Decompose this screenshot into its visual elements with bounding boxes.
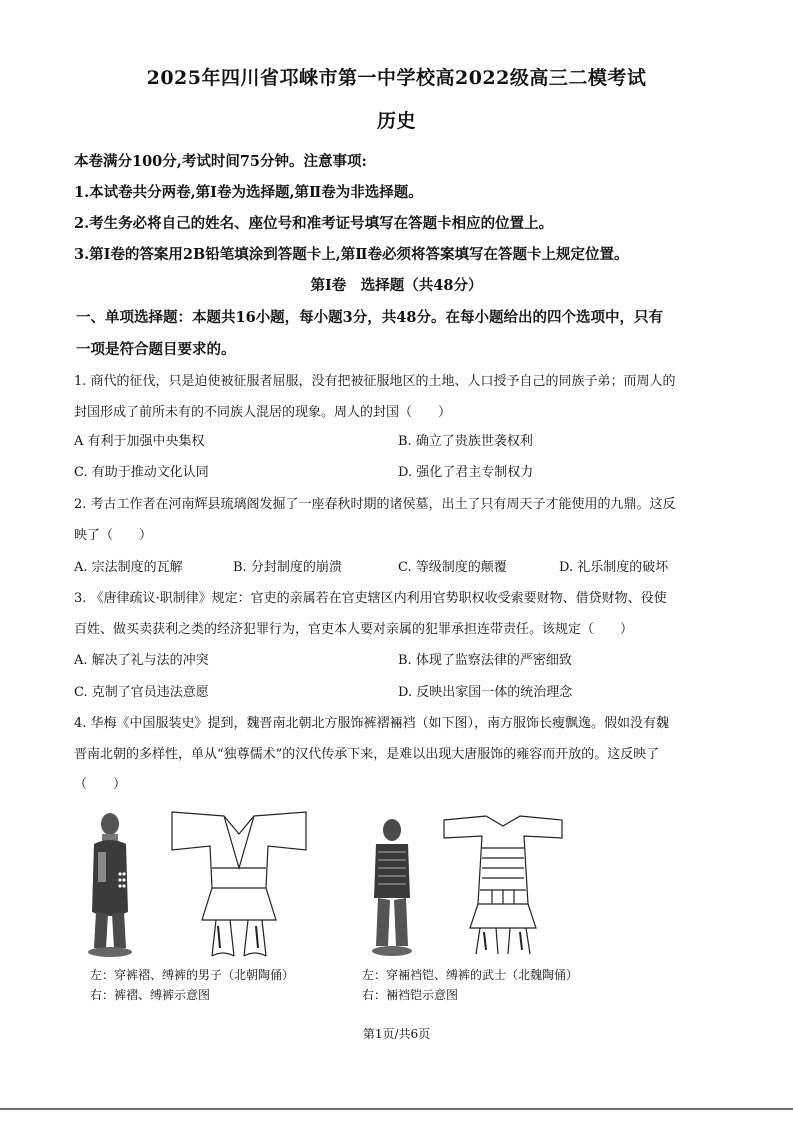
q1-option-c[interactable]: C. 有助于推动文化认同	[74, 465, 209, 480]
q2-option-b[interactable]: B. 分封制度的崩溃	[233, 560, 342, 575]
subject-title: 历史	[376, 110, 416, 132]
q3-option-b[interactable]: B. 体现了监察法律的严密细致	[398, 653, 572, 668]
q3-stem-line1: 3. 《唐律疏议·职制律》规定：官吏的亲属若在官吏辖区内利用官势职权收受索要财物、借贷财物、役使	[74, 591, 667, 606]
warrior-figurine-image	[368, 818, 416, 958]
q2-option-a[interactable]: A. 宗法制度的瓦解	[74, 560, 183, 575]
q1-stem-line2: 封国形成了前所未有的不同族人混居的现象。周人的封国（ ）	[74, 405, 452, 420]
q2-stem-line2: 映了（ ）	[74, 528, 153, 543]
q1-option-a[interactable]: A 有利于加强中央集权	[74, 434, 205, 449]
page-number: 第1页/共6页	[362, 1027, 431, 1041]
q4-stem-line1: 4. 华梅《中国服装史》提到，魏晋南北朝北方服饰裤褶裲裆（如下图），南方服饰长瘦飘逸。假如没有魏	[74, 716, 670, 731]
q3-option-c[interactable]: C. 克制了官员违法意愿	[74, 685, 209, 700]
exam-title: 2025年四川省邛崃市第一中学校高2022级高三二模考试	[146, 67, 647, 89]
left-figure-caption-line1: 左：穿裤褶、缚裤的男子（北朝陶俑）	[90, 968, 295, 982]
bottom-divider	[0, 1108, 793, 1110]
q2-option-c[interactable]: C. 等级制度的颠覆	[398, 560, 507, 575]
q2-stem-line1: 2. 考古工作者在河南辉县琉璃阁发掘了一座春秋时期的诸侯墓，出土了只有周天子才能使用的九鼎。这反	[74, 497, 676, 512]
section-instruction-line1: 一、单项选择题：本题共16小题，每小题3分，共48分。在每小题给出的四个选项中，只有	[76, 309, 663, 326]
notice-item-1: 1.本试卷共分两卷,第Ⅰ卷为选择题,第Ⅱ卷为非选择题。	[74, 184, 423, 201]
robe-diagram-image	[168, 808, 310, 960]
figurine-north-dynasty-image	[80, 812, 138, 958]
section-instruction-line2: 一项是符合题目要求的。	[76, 341, 236, 358]
q4-stem-line3: （ ）	[74, 777, 127, 792]
q1-stem-line1: 1. 商代的征伐，只是迫使被征服者屈服，没有把被征服地区的土地、人口授予自己的同族子弟；而周人的	[74, 374, 676, 389]
notice-item-2: 2.考生务必将自己的姓名、座位号和准考证号填写在答题卡相应的位置上。	[74, 215, 554, 232]
notice-item-3: 3.第Ⅰ卷的答案用2B铅笔填涂到答题卡上,第Ⅱ卷必须将答案填写在答题卡上规定位置。	[74, 246, 629, 263]
q2-option-d[interactable]: D. 礼乐制度的破坏	[559, 560, 669, 575]
right-figure-caption-line1: 左：穿裲裆铠、缚裤的武士（北魏陶俑）	[362, 968, 579, 982]
right-figure-caption-line2: 右：裲裆铠示意图	[362, 988, 459, 1002]
q3-option-a[interactable]: A. 解决了礼与法的冲突	[74, 653, 209, 668]
notice-intro: 本卷满分100分,考试时间75分钟。注意事项:	[74, 153, 367, 170]
q4-stem-line2: 晋南北朝的多样性，单从“独尊儒术”的汉代传承下来，是难以出现大唐服饰的雍容而开放的。这反映了	[74, 747, 660, 762]
q3-stem-line2: 百姓、做买卖获利之类的经济犯罪行为，官吏本人要对亲属的犯罪承担连带责任。该规定（ ）	[74, 622, 634, 637]
q3-option-d[interactable]: D. 反映出家国一体的统治理念	[398, 685, 573, 700]
section-heading: 第Ⅰ卷 选择题（共48分）	[310, 277, 483, 294]
armor-diagram-image	[440, 810, 566, 958]
q1-option-b[interactable]: B. 确立了贵族世袭权利	[398, 434, 533, 449]
q1-option-d[interactable]: D. 强化了君主专制权力	[398, 465, 534, 480]
left-figure-caption-line2: 右：裤褶、缚裤示意图	[90, 988, 211, 1002]
